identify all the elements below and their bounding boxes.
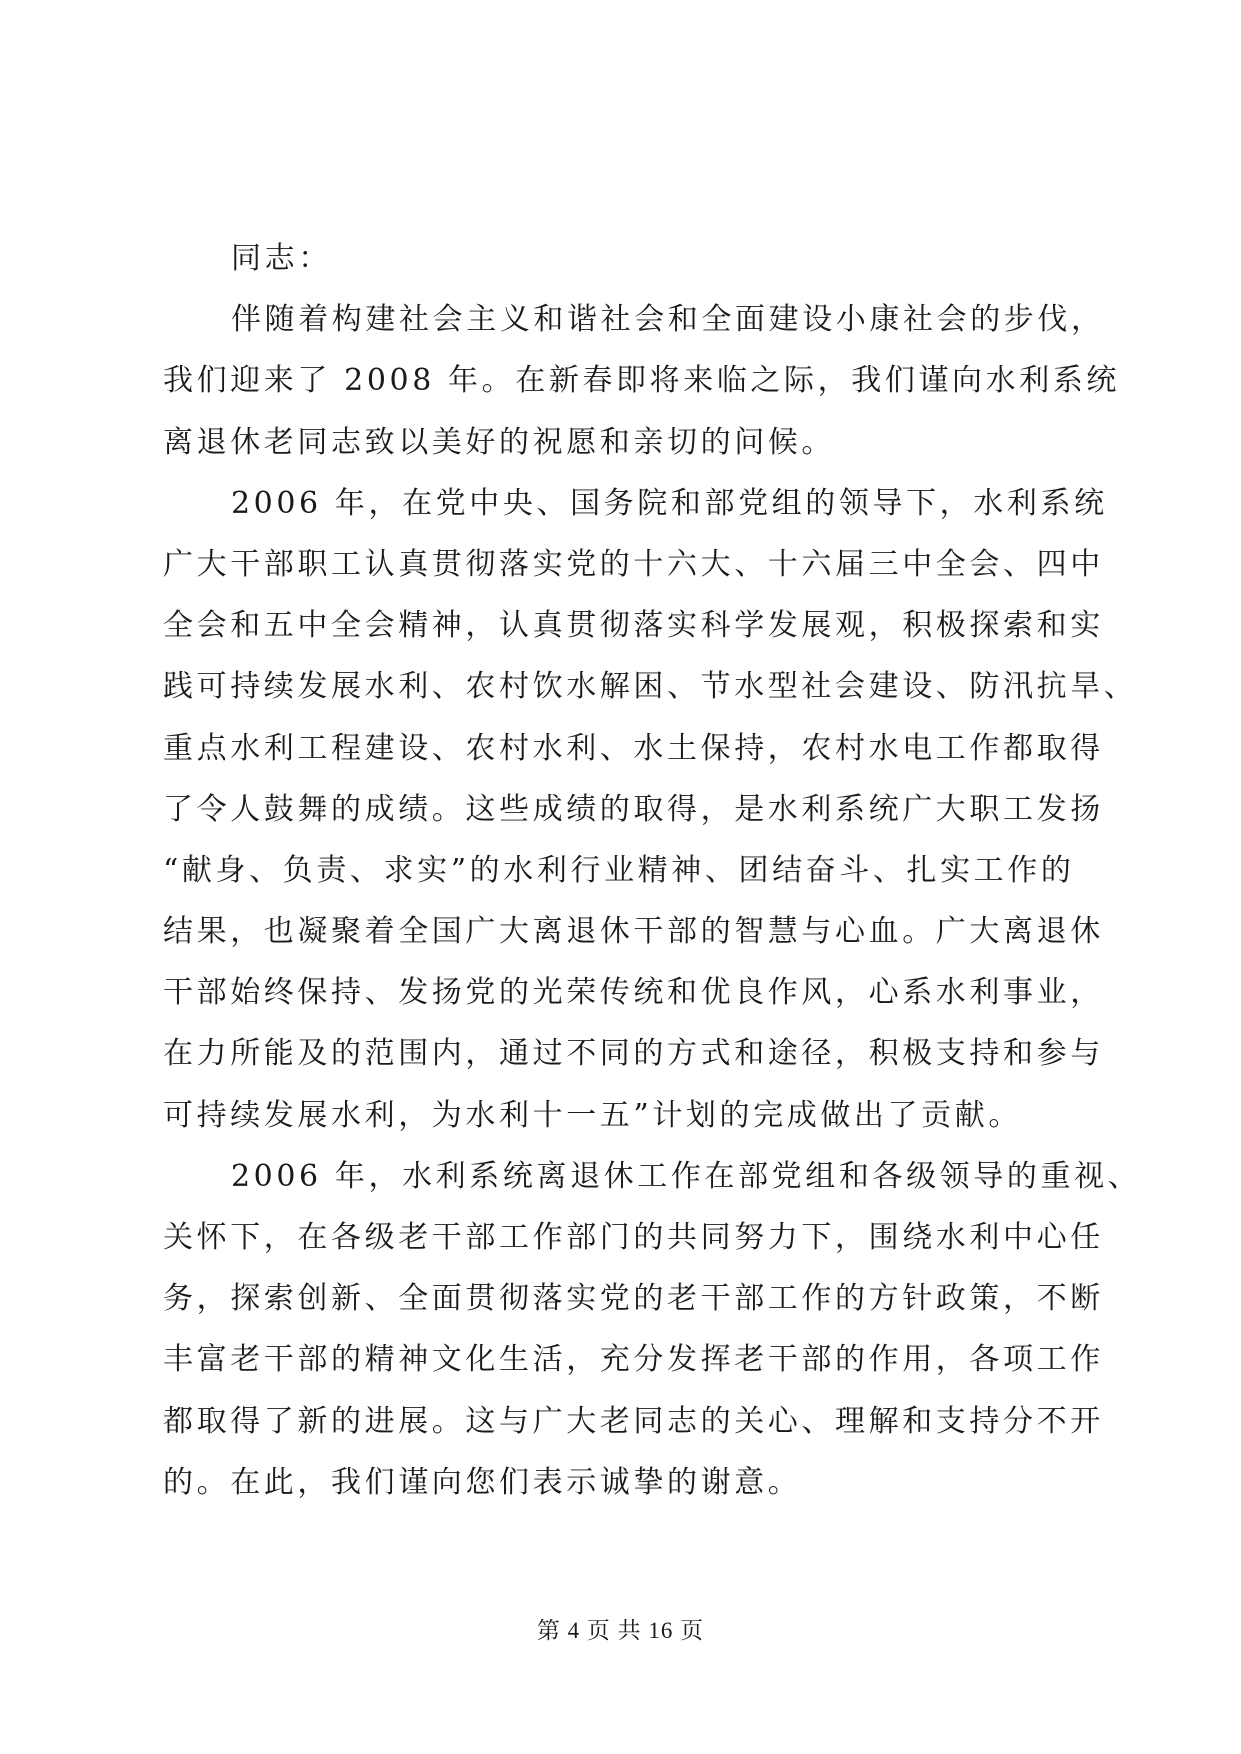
salutation: 同志：: [231, 241, 332, 276]
paragraph-line: 结果，也凝聚着全国广大离退休干部的智慧与心血。广大离退休: [163, 914, 1104, 950]
paragraph-line: 2006 年，水利系统离退休工作在部党组和各级领导的重视、: [231, 1158, 1142, 1194]
paragraph-line: 关怀下，在各级老干部工作部门的共同努力下，围绕水利中心任: [163, 1220, 1104, 1255]
paragraph-line: 广大干部职工认真贯彻落实党的十六大、十六届三中全会、四中: [163, 546, 1104, 582]
paragraph-line: 可持续发展水利，为水利十一五”计划的完成做出了贡献。: [163, 1097, 1022, 1133]
paragraph-line: 离退休老同志致以美好的祝愿和亲切的问候。: [163, 424, 835, 460]
paragraph-line: 践可持续发展水利、农村饮水解困、节水型社会建设、防汛抗旱、: [163, 669, 1138, 705]
paragraph-line: 2006 年，在党中央、国务院和部党组的领导下，水利系统: [231, 485, 1108, 521]
paragraph-line: 伴随着构建社会主义和谐社会和全面建设小康社会的步伐，: [231, 302, 1105, 338]
paragraph-line: 的。在此，我们谨向您们表示诚挚的谢意。: [163, 1464, 802, 1500]
page-number-footer: 第 4 页 共 16 页: [536, 1618, 705, 1643]
paragraph-line: “献身、负责、求实”的水利行业精神、团结奋斗、扎实工作的: [163, 852, 1075, 888]
letter-body: [163, 228, 1142, 1513]
paragraph-line: 丰富老干部的精神文化生活，充分发挥老干部的作用，各项工作: [163, 1342, 1104, 1378]
paragraph-line: 我们迎来了 2008 年。在新春即将来临之际，我们谨向水利系统: [163, 363, 1121, 399]
paragraph-line: 了令人鼓舞的成绩。这些成绩的取得，是水利系统广大职工发扬: [163, 791, 1104, 827]
paragraph-line: 都取得了新的进展。这与广大老同志的关心、理解和支持分不开: [163, 1403, 1104, 1439]
paragraph-line: 务，探索创新、全面贯彻落实党的老干部工作的方针政策，不断: [163, 1281, 1104, 1317]
paragraph-line: 全会和五中全会精神，认真贯彻落实科学发展观，积极探索和实: [163, 608, 1104, 644]
paragraph-line: 在力所能及的范围内，通过不同的方式和途径，积极支持和参与: [163, 1036, 1104, 1072]
paragraph-line: 干部始终保持、发扬党的光荣传统和优良作风，心系水利事业，: [163, 975, 1104, 1011]
paragraph-line: 重点水利工程建设、农村水利、水土保持，农村水电工作都取得: [163, 730, 1104, 766]
